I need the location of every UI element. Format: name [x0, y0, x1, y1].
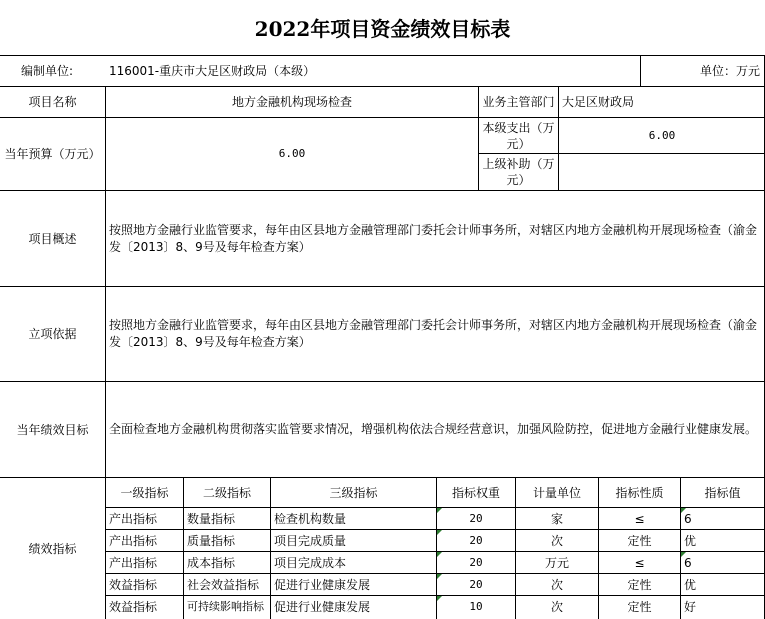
budget-label: 当年预算（万元） [4, 147, 101, 161]
table-cell: 检查机构数量 [274, 511, 347, 526]
superior-subsidy-value [559, 154, 765, 190]
currency-label: 单位：万元 [699, 64, 760, 78]
project-name-label: 项目名称 [28, 95, 77, 109]
overview-label: 项目概述 [28, 231, 77, 246]
table-cell: 项目完成质量 [274, 533, 347, 548]
column-header: 指标性质 [615, 485, 664, 500]
column-header: 指标权重 [451, 485, 500, 500]
goal-label: 当年绩效目标 [16, 422, 89, 437]
superior-subsidy-label: 上级补助（万元） [482, 157, 555, 187]
table-cell: 定性 [627, 599, 652, 614]
indicators-section-label: 绩效指标 [28, 541, 77, 556]
unit-value: 116001-重庆市大足区财政局（本级） [109, 64, 316, 78]
table-cell: 定性 [627, 533, 652, 548]
project-name-value: 地方金融机构现场检查 [231, 95, 352, 109]
own-expense-value: 6.00 [648, 128, 676, 142]
table-cell: 可持续影响指标 [187, 600, 264, 613]
table-cell: 6 [684, 511, 692, 526]
dept-value: 大足区财政局 [562, 95, 635, 109]
table-cell: 次 [550, 577, 563, 592]
unit-label: 编制单位: [21, 64, 74, 78]
dept-label: 业务主管部门 [482, 95, 555, 109]
table-cell: 家 [550, 511, 563, 526]
table-cell: 20 [469, 511, 483, 525]
table-cell: 优 [684, 533, 697, 548]
basis-label: 立项依据 [28, 327, 77, 341]
column-header: 一级指标 [120, 485, 169, 500]
table-cell: 10 [469, 599, 483, 613]
column-header: 三级指标 [329, 485, 378, 500]
table-cell: 效益指标 [109, 599, 158, 614]
table-cell: 产出指标 [109, 511, 158, 526]
table-cell: 产出指标 [109, 533, 158, 548]
table-cell: 20 [469, 577, 483, 591]
column-header: 计量单位 [532, 485, 581, 500]
table-cell: 6 [684, 555, 692, 570]
table-cell: 定性 [627, 577, 652, 592]
table-cell: ≤ [634, 555, 645, 570]
table-cell: 万元 [544, 555, 569, 570]
table-cell: 数量指标 [187, 511, 236, 526]
table-cell: 次 [550, 533, 563, 548]
table-cell: 项目完成成本 [274, 555, 347, 570]
goal-value: 全面检查地方金融机构贯彻落实监管要求情况，增强机构依法合规经营意识，加强风险防控，促进地方金融行业健康发展。 [109, 422, 758, 436]
table-cell: 优 [684, 577, 697, 592]
column-header: 指标值 [704, 485, 741, 500]
table-cell: 次 [550, 599, 563, 614]
table-cell: 成本指标 [187, 555, 236, 570]
table-cell: 效益指标 [109, 577, 158, 592]
table-cell: 促进行业健康发展 [274, 599, 371, 614]
budget-value: 6.00 [278, 147, 306, 160]
overview-value: 按照地方金融行业监管要求，每年由区县地方金融管理部门委托会计师事务所，对辖区内地方金融机构开展现场检查（渝金发〔2013〕8、9号及每年检查方案） [109, 222, 758, 254]
table-cell: 好 [684, 599, 697, 614]
table-cell: 产出指标 [109, 555, 158, 570]
page-title: 2022年项目资金绩效目标表 [254, 17, 511, 41]
table-cell: 20 [469, 555, 483, 569]
own-expense-label: 本级支出（万元） [482, 120, 555, 151]
table-cell: ≤ [634, 511, 645, 526]
column-header: 二级指标 [202, 485, 251, 500]
table-cell: 20 [469, 533, 483, 547]
table-cell: 社会效益指标 [187, 577, 260, 592]
table-cell: 促进行业健康发展 [274, 577, 371, 592]
table-cell: 质量指标 [187, 533, 236, 548]
basis-value: 按照地方金融行业监管要求，每年由区县地方金融管理部门委托会计师事务所，对辖区内地方金融机构开展现场检查（渝金发〔2013〕8、9号及每年检查方案） [109, 318, 758, 349]
